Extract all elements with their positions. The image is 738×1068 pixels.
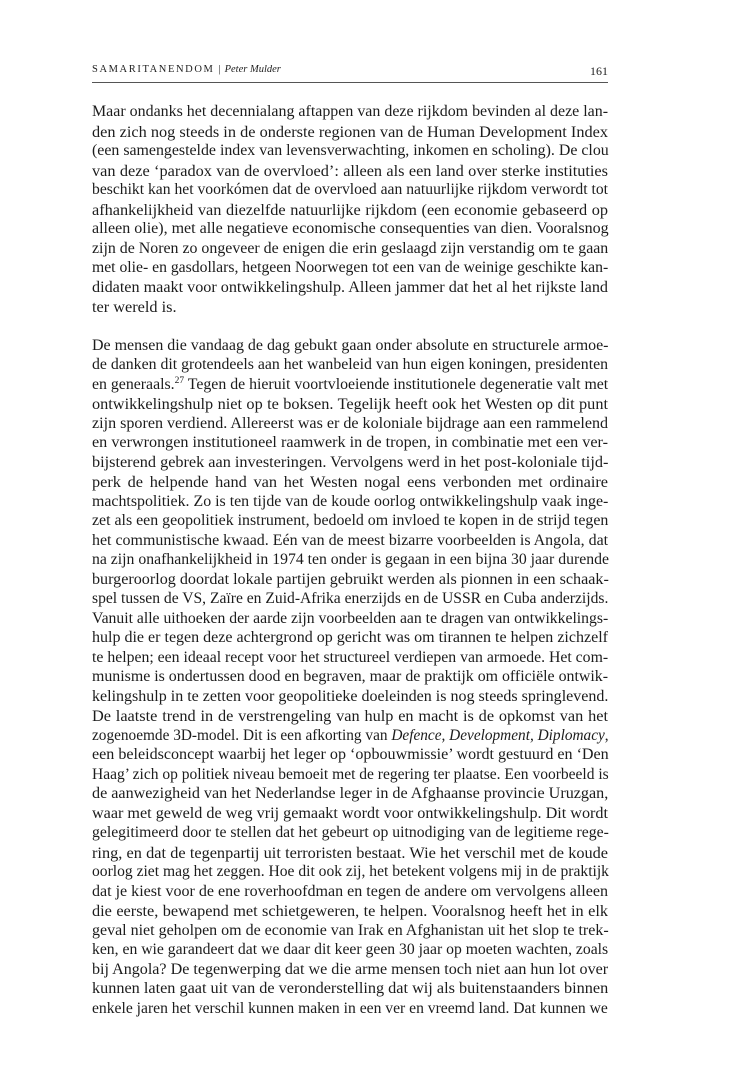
text-line: en verwrongen institutioneel raamwerk in de tropen, in combinatie met een ver-	[92, 434, 608, 451]
text-line: Maar ondanks het decennialang aftappen van deze rijkdom bevinden al deze lan-	[92, 103, 609, 120]
footnote-ref[interactable]: 27	[174, 375, 185, 386]
text-line: oorlog ziet mag het zeggen. Hoe dit ook zij, het betekent volgens mij in de praktijk	[92, 863, 609, 880]
text-line	[92, 726, 608, 746]
text-line: geval niet geholpen om de economie van Irak en Afghanistan uit het slop te trek-	[92, 921, 609, 939]
paragraph	[92, 336, 608, 1019]
text-line: hulp die er tegen deze achtergrond op gericht was om tirannen te helpen zichzelf	[92, 629, 608, 646]
text-line: van deze ‘paradox van de overvloed’: alleen als een land over sterke instituties	[92, 160, 608, 180]
text-line: gelegitimeerd door te stellen dat het gebeurt op uitnodiging van de legitieme rege-	[92, 824, 609, 841]
text-line: de danken dit grotendeels aan het wanbeleid van hun eigen koningen, presidenten	[92, 356, 608, 373]
text-line: ontwikkelingshulp niet op te boksen. Tegelijk heeft ook het Westen op dit punt	[92, 394, 608, 413]
text-line: kelingshulp in te zetten voor geopolitieke doeleinden is nog steeds springlevend.	[92, 687, 609, 705]
text-line: De laatste trend in de verstrengeling van hulp en macht is de opkomst van het	[92, 706, 608, 725]
book-title: SAMARITANENDOM	[92, 64, 215, 75]
text-line: met olie- en gasdollars, hetgeen Noorwegen tot een van de weinige geschikte kan-	[92, 259, 609, 276]
text-line: die eerste, bewapend met schietgeweren, te helpen. Vooralsnog heeft het in elk	[92, 901, 608, 920]
running-head-left	[92, 64, 281, 75]
body-text	[92, 102, 608, 1018]
text-segment: en generaals.	[92, 375, 175, 393]
text-line: spel tussen de VS, Zaïre en Zuid-Afrika enerzijds en de USSR en Cuba anderzijds.	[92, 590, 609, 607]
text-line: waar met geweld de weg vrij gemaakt wordt voor ontwikkelingshulp. Dit wordt	[92, 804, 608, 822]
paragraph	[92, 102, 608, 317]
header-rule	[92, 82, 608, 83]
text-line: afhankelijkheid van diezelfde natuurlijke rijkdom (een economie gebaseerd op	[92, 199, 608, 219]
text-line: machtspolitiek. Zo is ten tijde van de koude oorlog ontwikkelingshulp vaak inge-	[92, 492, 609, 510]
text-line: zijn sporen verdiend. Allereerst was er de koloniale bijdrage aan een rammelend	[92, 414, 609, 432]
text-line: het communistische kwaad. Eén van de meest bizarre voorbeelden is Angola, dat	[92, 531, 609, 549]
text-line: den zich nog steeds in de onderste regionen van de Human Development Index	[92, 121, 608, 141]
text-line: De mensen die vandaag de dag gebukt gaan onder absolute en structurele armoe-	[92, 336, 609, 354]
text-line: bijsterend gebrek aan investeringen. Vervolgens werd in het post-koloniale tijd-	[92, 452, 609, 471]
text-line: burgeroorlog doordat lokale partijen gebruikt werden als pionnen in een schaak-	[92, 570, 609, 588]
text-line: dat je kiest voor de ene roverhoofdman en tegen de andere om vervolgens alleen	[92, 882, 608, 900]
text-segment: ,	[604, 726, 609, 744]
text-line: didaten maakt voor ontwikkelingshulp. Alleen jammer dat het al het rijkste land	[92, 278, 608, 296]
text-line: alleen olie), met alle negatieve economische consequenties van dien. Vooralsnog	[92, 220, 609, 237]
text-line: munisme is ondertussen dood en begraven, maar de praktijk om officiële ontwik-	[92, 668, 609, 685]
text-line: Haag’ zich op politiek niveau bemoeit met de regering ter plaatse. Een voorbeeld is	[92, 765, 609, 783]
text-line: ter wereld is.	[92, 297, 177, 316]
text-line: zijn de Noren zo ongeveer de enigen die erin geslaagd zijn verstandig om te gaan	[92, 239, 609, 257]
text-line: te helpen; een ideaal recept voor het structureel verdiepen van armoede. Het com-	[92, 648, 609, 666]
text-line: bij Angola? De tegenwerping dat we die arme mensen toch niet aan hun lot over	[92, 960, 609, 978]
running-head	[92, 64, 608, 80]
author-name: Peter Mulder	[224, 64, 281, 75]
text-line: (een samengestelde index van levensverwachting, inkomen en scholing). De clou	[92, 142, 609, 159]
header-separator: |	[218, 64, 221, 75]
text-line: kunnen laten gaat uit van de veronderstelling dat wij als buitenstaanders binnen	[92, 979, 609, 997]
text-line: na zijn onafhankelijkheid in 1974 ten onder is gegaan in een bijna 30 jaar durende	[92, 551, 609, 568]
text-line	[92, 375, 608, 395]
page-number: 161	[590, 64, 608, 78]
text-segment: zogenoemde 3D-model. Dit is een afkorting van	[92, 726, 392, 744]
text-line: enkele jaren het verschil kunnen maken in een ver en vreemd land. Dat kunnen we	[92, 999, 608, 1017]
text-line: ken, en wie garandeert dat we daar dit keer geen 30 jaar op moeten wachten, zoals	[92, 941, 609, 958]
text-line: de aanwezigheid van het Nederlandse leger in de Afghaanse provincie Uruzgan,	[92, 785, 609, 802]
text-line: perk de helpende hand van het Westen nogal eens verbonden met ordinaire	[92, 472, 608, 491]
text-line: beschikt kan het voorkómen dat de overvloed aan natuurlijke rijkdom verwordt tot	[92, 181, 608, 198]
text-segment: Tegen de hieruit voortvloeiende institutionele degeneratie valt met	[184, 375, 609, 393]
text-line: ring, en dat de tegenpartij uit terroristen bestaat. Wie het verschil met de koude	[92, 842, 608, 862]
italic-text: Defence, Development, Diplomacy	[391, 726, 605, 744]
text-line: zet als een geopolitiek instrument, bedoeld om invloed te kopen in de strijd tegen	[92, 512, 609, 529]
text-line: Vanuit alle uithoeken der aarde zijn voorbeelden aan te dragen van ontwikkelings-	[92, 609, 609, 627]
text-line: een beleidsconcept waarbij het leger op ‘opbouwmissie’ wordt gestuurd en ‘Den	[92, 746, 609, 763]
